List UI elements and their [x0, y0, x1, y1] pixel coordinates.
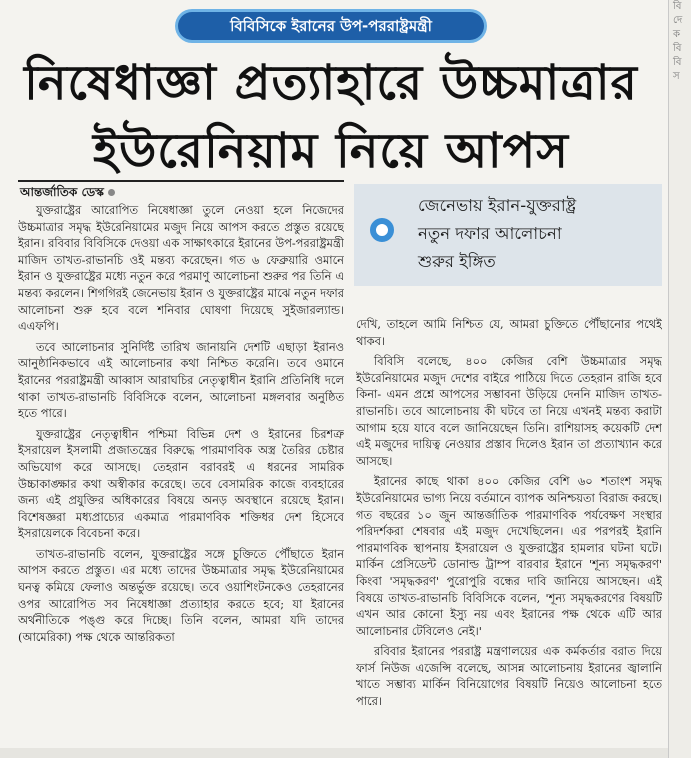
edge-glyph: দে — [673, 15, 683, 26]
kicker-banner — [166, 10, 496, 42]
headline-line-2: ইউরেনিয়াম নিয়ে আপস — [93, 123, 569, 179]
paragraph: যুক্তরাষ্ট্রের আরোপিত নিষেধাজ্ঞা তুলে নেওয়া হলে নিজেদের উচ্চমাত্রার সমৃদ্ধ ইউরেনিয়ামের মজুদ নিয়ে আপস করতে প্রস্তুত রয়েছে ইরান। রবিবার বিবিসিকে দেওয়া এক সাক্ষাৎকারে ইরানের উপ-পররাষ্ট্রমন্ত্রী মাজিদ তাখত-রাভানচি ওই মন্তব্য করেছেন। গত ৬ ফেব্রুয়ারি ওমানে ইরান ও যুক্তরাষ্ট্রের মধ্যে নতুন করে পরমাণু আলোচনা শুরুর পর তিনি এ মন্তব্য করলেন। শিগগিরই জেনেভায় ইরান ও যুক্তরাষ্ট্রের মাঝে নতুন দফার আলোচনা শুরু হবে বলে শনিবার ঘোষণা দিয়েছে সুইজারল্যান্ড। এএফপি। — [18, 203, 344, 334]
headline-line-1: নিষেধাজ্ঞা প্রত্যাহারে উচ্চমাত্রার — [24, 55, 638, 111]
pull-quote-line-2: নতুন দফার আলোচনা — [418, 224, 562, 243]
headline-rule-left — [18, 180, 344, 182]
paragraph: তাখত-রাভানচি বলেন, যুক্তরাষ্ট্রের সঙ্গে চুক্তিতে পৌঁছাতে ইরান আপস করতে প্রস্তুত। এর মধ্যে তাদের উচ্চমাত্রার সমৃদ্ধ ইউরেনিয়ামের ঘনত্ব কমিয়ে ফেলাও অন্তর্ভুক্ত রয়েছে। তবে ওয়াশিংটনকেও তেহরানের ওপর আরোপিত সব নিষেধাজ্ঞা প্রত্যাহার করতে হবে; যা ইরানের অর্থনীতিকে পঙ্গু করে দিচ্ছে। তিনি বলেন, আমরা যদি তাদের (আমেরিকা) পক্ষ থেকে আন্তরিকতা — [18, 546, 344, 644]
adjacent-column-edge — [668, 0, 691, 758]
kicker-text: বিবিসিকে ইরানের উপ-পররাষ্ট্রমন্ত্রী — [178, 12, 484, 40]
edge-glyph: ক — [673, 29, 680, 40]
pull-quote-text — [418, 192, 654, 276]
pull-quote-line-1: জেনেভায় ইরান-যুক্তরাষ্ট্র — [418, 196, 577, 215]
edge-glyph: বি — [673, 43, 682, 54]
paragraph: যুক্তরাষ্ট্রের নেতৃত্বাধীন পশ্চিমা বিভিন্ন দেশ ও ইরানের চিরশত্রু ইসরায়েল ইসলামী প্রজাতন্ত্রের বিরুদ্ধে পারমাণবিক অস্ত্র তৈরির চেষ্টার অভিযোগ করে আসছে। তেহরান বরাবরই এ ধরনের সামরিক উচ্চাকাঙ্ক্ষার কথা অস্বীকার করেছে। তবে বেসামরিক কাজে ব্যবহারের জন্য এই প্রযুক্তির অধিকারের বিষয়ে অনড় অবস্থানে রয়েছে ইরান। বিশেষজ্ঞরা মধ্যপ্রাচ্যের একমাত্র পারমাণবিক শক্তিধর দেশ হিসেবে ইসরায়েলকে বিবেচনা করে। — [18, 426, 344, 541]
pull-quote-line-3: শুরুর ইঙ্গিত — [418, 252, 496, 271]
edge-glyph: বি — [673, 57, 682, 68]
byline-dot-icon — [108, 189, 115, 196]
page-bottom-edge — [0, 748, 668, 758]
paragraph: দেখি, তাহলে আমি নিশ্চিত যে, আমরা চুক্তিতে পৌঁছানোর পথেই থাকব। — [356, 317, 662, 348]
paragraph: ইরানের কাছে থাকা ৪০০ কেজির বেশি ৬০ শতাংশ সমৃদ্ধ ইউরেনিয়ামের ভাগ্য নিয়ে বর্তমানে ব্যাপক অনিশ্চয়তা বিরাজ করছে। গত বছরের ১০ জুন আন্তর্জাতিক পারমাণবিক পর্যবেক্ষণ সংস্থার পরিদর্শকরা শেষবার এই মজুদ দেখেছিলেন। এর পরপরই ইরানি পারমাণবিক স্থাপনায় ইসরায়েল ও যুক্তরাষ্ট্রের হামলার ঘটনা ঘটে। মার্কিন প্রেসিডেন্ট ডোনাল্ড ট্রাম্প বারবার ইরানে 'শূন্য সমৃদ্ধকরণ' কিংবা 'সমৃদ্ধকরণ' পুরোপুরি বন্ধের দাবি জানিয়ে আসছেন। এই বিষয়ে তাখত-রাভানচি বিবিসিকে বলেন, 'শূন্য সমৃদ্ধকরণের বিষয়টি এখন আর কোনো ইস্যু নয় এবং ইরানের পক্ষ থেকে এটি আর আলোচনার টেবিলেও নেই।' — [356, 474, 662, 638]
article-column-1 — [18, 202, 344, 742]
byline — [20, 184, 115, 204]
paragraph: তবে আলোচনার সুনির্দিষ্ট তারিখ জানায়নি দেশটি এছাড়া ইরানও আনুষ্ঠানিকভাবে এই আলোচনার কথা নিশ্চিত করেনি। তবে ওমানে ইরানের পররাষ্ট্রমন্ত্রী আব্বাস আরাঘচির নেতৃত্বাধীন ইরানি প্রতিনিধি দলে থাকা তাখত-রাভানচি বিবিসিকে বলেন, আলোচনা মঙ্গলবার অনুষ্ঠিত হতে পারে। — [18, 339, 344, 421]
article-column-2 — [356, 316, 662, 746]
paragraph: রবিবার ইরানের পররাষ্ট্র মন্ত্রণালয়ের এক কর্মকর্তার বরাত দিয়ে ফার্স নিউজ এজেন্সি বলেছে, আসন্ন আলোচনায় ইরানের জ্বালানি খাতে সম্ভাব্য মার্কিন বিনিয়োগের বিষয়টি নিয়েও আলোচনা হতে পারে। — [356, 644, 662, 709]
paragraph: বিবিসি বলেছে, ৪০০ কেজির বেশি উচ্চমাত্রার সমৃদ্ধ ইউরেনিয়ামের মজুদ দেশের বাইরে পাঠিয়ে দিতে তেহরান রাজি হবে কিনা- এমন প্রশ্নে আপসের সম্ভাবনা উড়িয়ে দেননি মাজিদ তাখত-রাভানচি। তবে আলোচনায় কী ঘটবে তা নিয়ে এখনই মন্তব্য করাটা আগাম হয়ে যাবে বলে জানিয়েছেন তিনি। রাশিয়াসহ কয়েকটি দেশ এই মজুদের দায়িত্ব নেওয়ার প্রস্তাব দিলেও ইরান তা প্রত্যাখ্যান করে আসছে। — [356, 354, 662, 468]
bullet-circle-icon — [370, 218, 394, 242]
pull-quote-box — [354, 184, 662, 286]
edge-glyph: বি — [673, 1, 682, 12]
edge-glyph: স — [673, 71, 680, 82]
byline-text: আন্তর্জাতিক ডেস্ক — [20, 185, 104, 199]
